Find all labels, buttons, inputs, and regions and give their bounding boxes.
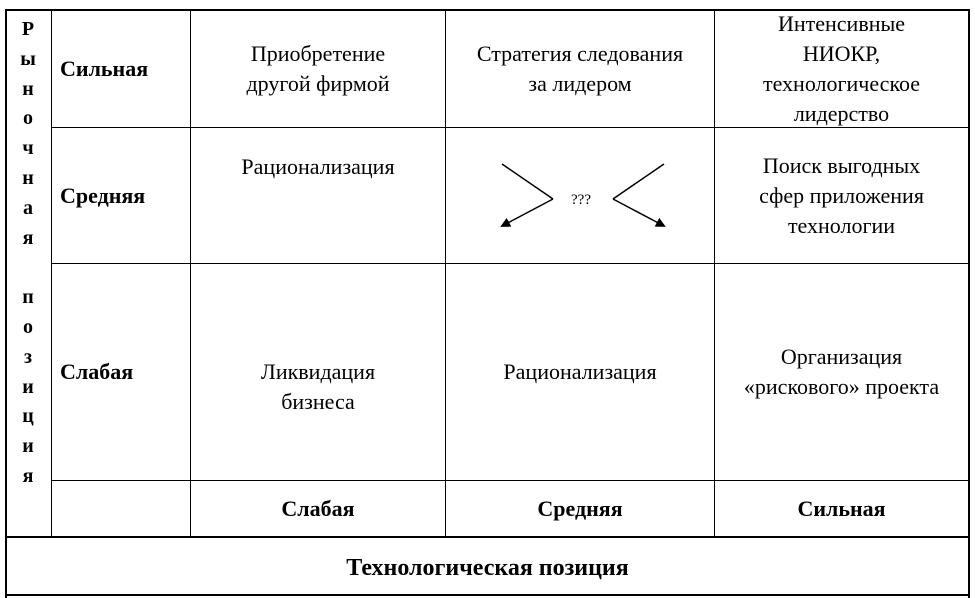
divergent-arrows: [446, 128, 714, 263]
col-label-medium: Средняя: [537, 495, 623, 521]
border-left: [5, 9, 7, 598]
question-marks: ???: [571, 192, 591, 208]
cell-strong-strong: [715, 11, 968, 127]
left-arrows: [502, 164, 553, 226]
technological-position-label: Технологическая позиция: [346, 554, 629, 581]
cell-weak-weak: [191, 264, 445, 480]
axis-letter: о: [23, 315, 33, 338]
cell-text: Рационализация: [503, 359, 657, 384]
cell-text: Поиск выгодных сфер приложения технологии: [759, 152, 924, 238]
col-label-weak: Слабая: [281, 495, 355, 521]
border-right: [968, 9, 970, 598]
axis-letter: ц: [22, 405, 34, 428]
cell-medium-strong: [715, 128, 968, 263]
cell-weak-strong: [715, 264, 968, 480]
axis-letter: Р: [21, 18, 35, 40]
row-label-weak: Слабая: [60, 359, 134, 384]
axis-letter: з: [23, 345, 33, 368]
cell-strong-weak: [191, 11, 445, 127]
axis-letter: я: [22, 226, 34, 249]
axis-letter: и: [22, 435, 34, 458]
row-label-medium: Средняя: [60, 182, 146, 208]
axis-letter: и: [22, 375, 34, 398]
cell-text: Ликвидация бизнеса: [260, 359, 376, 414]
cell-text: Интенсивные НИОКР, технологическое лидерство: [762, 11, 921, 126]
market-position-axis-label: [10, 15, 46, 598]
axis-letter: н: [22, 77, 34, 100]
axis-letter: н: [22, 166, 34, 189]
cell-medium-medium: [446, 128, 714, 263]
axis-letter: я: [22, 464, 34, 487]
axis-letter: ч: [22, 137, 34, 160]
cell-strong-medium: [446, 11, 714, 127]
axis-letter: ы: [20, 47, 36, 70]
cell-text: Приобретение другой фирмой: [246, 41, 390, 96]
col-label-strong: Сильная: [797, 495, 886, 521]
axis-letter: п: [22, 286, 34, 309]
axis-letter: [10, 253, 46, 283]
axis-letter: о: [23, 107, 33, 130]
cell-text: Стратегия следования за лидером: [476, 41, 684, 96]
cell-text: Организация «рискового» проекта: [743, 344, 940, 399]
col-divider-0: [51, 9, 52, 537]
axis-letter: а: [23, 196, 33, 219]
cell-weak-medium: [446, 264, 714, 480]
row-label-strong: Сильная: [60, 56, 149, 81]
cell-text: Рационализация: [241, 154, 395, 179]
cell-medium-weak: [191, 150, 445, 184]
right-arrows: [613, 164, 664, 226]
